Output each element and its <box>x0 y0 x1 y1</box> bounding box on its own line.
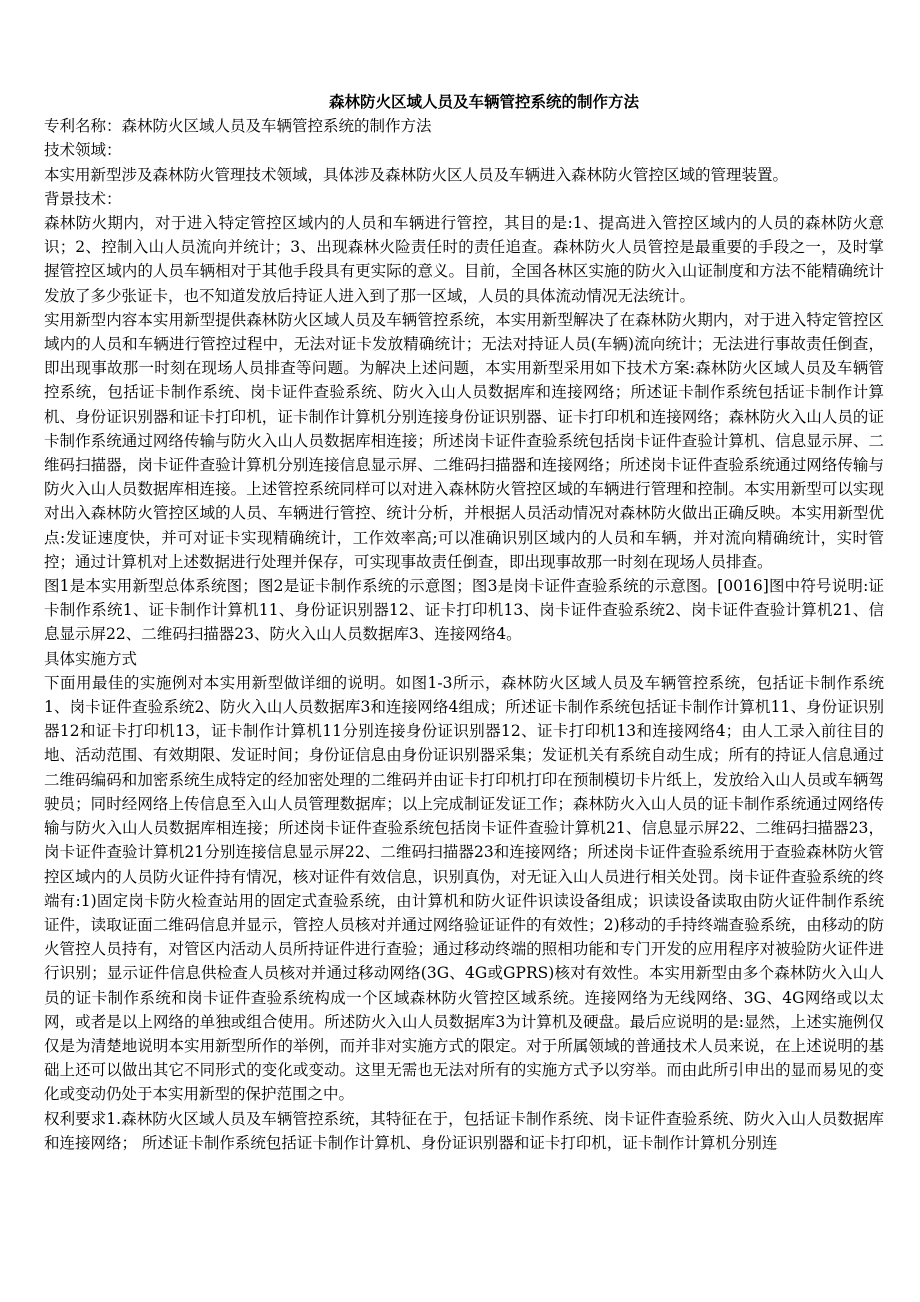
document-page <box>44 90 884 1155</box>
paragraph-background: 森林防火期内，对于进入特定管控区域内的人员和车辆进行管控，其目的是:1、提高进入管控区域内的人员的森林防火意识；2、控制入山人员流向并统计；3、出现森林火险责任时的责任追查。森林防火人员管控是最重要的手段之一，及时掌握管控区域内的人员车辆相对于其他手段具有更实际的意义。目前，全国各林区实施的防火入山证制度和方法不能精确统计发放了多少张证卡，也不知道发放后持证人进入到了那一区域，人员的具体流动情况无法统计。 <box>44 214 884 305</box>
paragraph-technical-field: 本实用新型涉及森林防火管理技术领域，具体涉及森林防火区人员及车辆进入森林防火管控区域的管理装置。 <box>44 165 789 184</box>
paragraph-summary: 实用新型内容本实用新型提供森林防火区域人员及车辆管控系统，本实用新型解决了在森林防火期内，对于进入特定管控区域内的人员和车辆进行管控过程中，无法对证卡发放精确统计；无法对持证人员(车辆)流向统计；无法进行事故责任倒查，即出现事故那一时刻在现场人员排查等问题。为解决上述问题，本实用新型采用如下技术方案:森林防火区域人员及车辆管控系统，包括证卡制作系统、岗卡证件查验系统、防火入山人员数据库和连接网络；所述证卡制作系统包括证卡制作计算机、身份证识别器和证卡打印机，证卡制作计算机分别连接身份证识别器、证卡打印机和连接网络；森林防火入山人员的证卡制作系统通过网络传输与防火入山人员数据库相连接；所述岗卡证件查验系统包括岗卡证件查验计算机、信息显示屏、二维码扫描器，岗卡证件查验计算机分别连接信息显示屏、二维码扫描器和连接网络；所述岗卡证件查验系统通过网络传输与防火入山人员数据库相连接。上述管控系统同样可以对进入森林防火管控区域的车辆进行管理和控制。本实用新型可以实现对出入森林防火管控区域的人员、车辆进行管控、统计分析，并根据人员活动情况对森林防火做出正确反映。本实用新型优点:发证速度快，并可对证卡实现精确统计，工作效率高;可以准确识别区域内的人员和车辆，并对流向精确统计，实时管控；通过计算机对上述数据进行处理并保存，可实现事故责任倒查，即出现事故那一时刻在现场人员排查。 <box>44 310 884 571</box>
paragraph-figure-description: 图1是本实用新型总体系统图；图2是证卡制作系统的示意图；图3是岗卡证件查验系统的示意图。[0016]图中符号说明:证卡制作系统1、证卡制作计算机11、身份证识别器12、证卡打印机13、岗卡证件查验系统2、岗卡证件查验计算机21、信息显示屏22、二维码扫描器23、防火入山人员数据库3、连接网络4。 <box>44 577 884 644</box>
section-heading-technical-field: 技术领域： <box>44 141 122 160</box>
document-title: 森林防火区域人员及车辆管控系统的制作方法 <box>328 92 639 111</box>
paragraph-claims: 权利要求1.森林防火区域人员及车辆管控系统，其特征在于，包括证卡制作系统、岗卡证件查验系统、防火入山人员数据库和连接网络； 所述证卡制作系统包括证卡制作计算机、身份证识别器和证卡打印机，证卡制作计算机分别连 <box>44 1109 884 1152</box>
section-heading-embodiment: 具体实施方式 <box>44 649 138 668</box>
paragraph-embodiment: 下面用最佳的实施例对本实用新型做详细的说明。如图1-3所示，森林防火区域人员及车辆管控系统，包括证卡制作系统1、岗卡证件查验系统2、防火入山人员数据库3和连接网络4组成；所述证卡制作系统包括证卡制作计算机11、身份证识别器12和证卡打印机13，证卡制作计算机11分别连接身份证识别器12、证卡打印机13和连接网络4；由人工录入前往目的地、活动范围、有效期限、发证时间；身份证信息由身份证识别器采集；发证机关有系统自动生成；所有的持证人信息通过二维码编码和加密系统生成特定的经加密处理的二维码并由证卡打印机打印在预制模切卡片纸上，发放给入山人员或车辆驾驶员；同时经网络上传信息至入山人员管理数据库；以上完成制证发证工作；森林防火入山人员的证卡制作系统通过网络传输与防火入山人员数据库相连接；所述岗卡证件查验系统包括岗卡证件查验计算机21、信息显示屏22、二维码扫描器23，岗卡证件查验计算机21分别连接信息显示屏22、二维码扫描器23和连接网络；所述岗卡证件查验系统用于查验森林防火管控区域内的人员防火证件持有情况，核对证件有效信息，识别真伪，对无证入山人员进行相关处罚。岗卡证件查验系统的终端有:1)固定岗卡防火检查站用的固定式查验系统，由计算机和防火证件识读设备组成；识读设备读取由防火证件制作系统证件，读取证面二维码信息并显示，管控人员核对并通过网络验证证件的有效性；2)移动的手持终端查验系统，由移动的防火管控人员持有，对管区内活动人员所持证件进行查验；通过移动终端的照相功能和专门开发的应用程序对被验防火证件进行识别；显示证件信息供检查人员核对并通过移动网络(3G、4G或GPRS)核对有效性。本实用新型由多个森林防火入山人员的证卡制作系统和岗卡证件查验系统构成一个区域森林防火管控区域系统。连接网络为无线网络、3G、4G网络或以太网，或者是以上网络的单独或组合使用。所述防火入山人员数据库3为计算机及硬盘。最后应说明的是:显然，上述实施例仅仅是为清楚地说明本实用新型所作的举例，而并非对实施方式的限定。对于所属领域的普通技术人员来说，在上述说明的基础上还可以做出其它不同形式的变化或变动。这里无需也无法对所有的实施方式予以穷举。而由此所引申出的显而易见的变化或变动仍处于本实用新型的保护范围之中。 <box>44 673 884 1104</box>
patent-name-line: 专利名称：森林防火区域人员及车辆管控系统的制作方法 <box>44 117 432 136</box>
section-heading-background: 背景技术： <box>44 189 122 208</box>
